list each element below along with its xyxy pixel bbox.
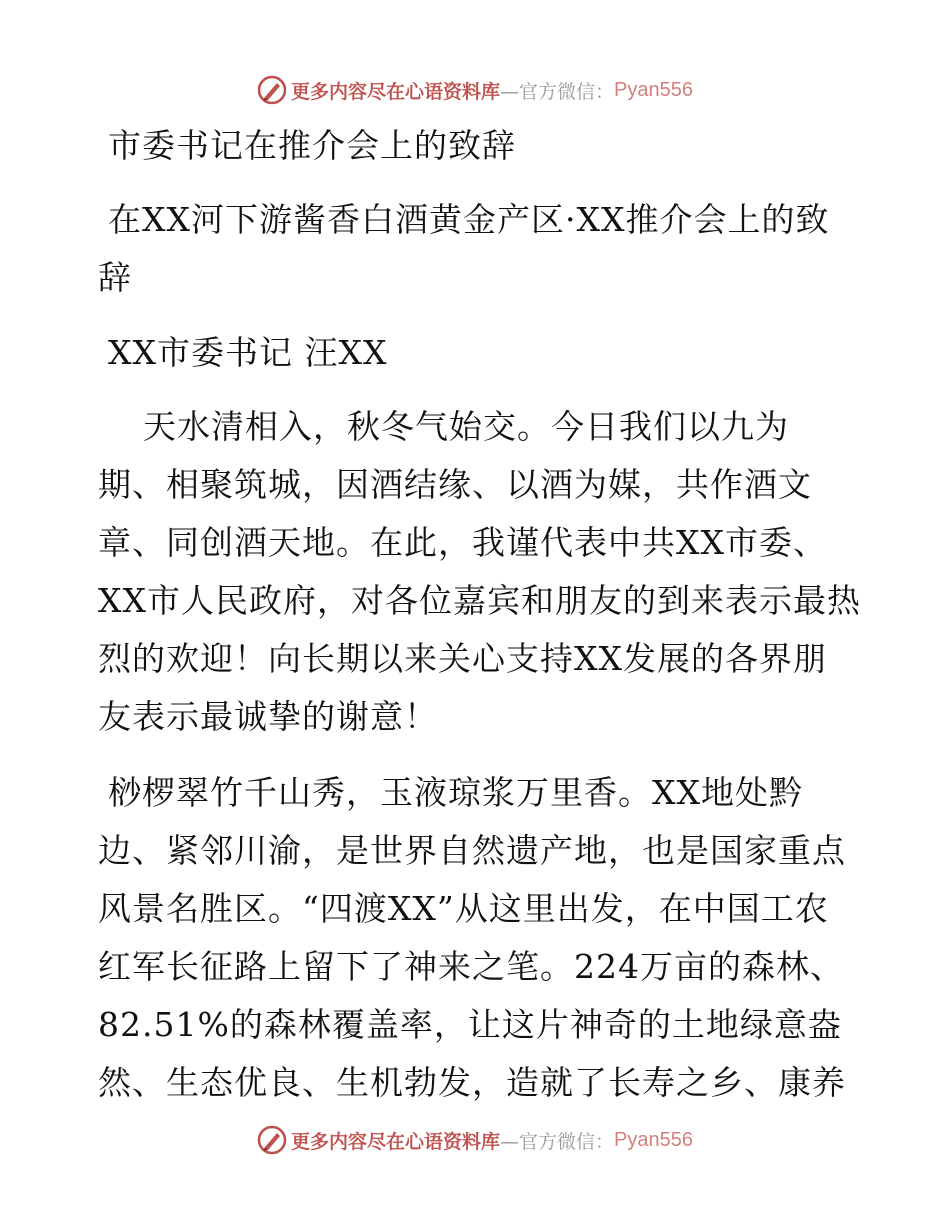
watermark-sub-text: —官方微信： [500,80,615,103]
paragraph1-line-3: 章、同创酒天地。在此，我谨代表中共XX市委、 [98,523,827,562]
paragraph1-line-4: XX市人民政府，对各位嘉宾和朋友的到来表示最热 [98,581,861,620]
footer-watermark [0,1120,950,1160]
paragraph1-line-5: 烈的欢迎！向长期以来关心支持XX发展的各界朋 [98,639,827,678]
watermark-main-text: 更多内容尽在心语资料库 [291,80,501,103]
header-watermark [0,70,950,110]
paragraph2-line-3: 风景名胜区。“四渡XX”从这里出发，在中国工农 [98,889,829,928]
subtitle-line-1: 在XX河下游酱香白酒黄金产区·XX推介会上的致 [108,200,830,239]
paragraph1-line-6: 友表示最诚挚的谢意！ [98,697,438,736]
paragraph2-line-4: 红军长征路上留下了神来之笔。224万亩的森林、 [98,947,844,986]
watermark-main-text: 更多内容尽在心语资料库 [291,1130,501,1153]
watermark-wechat-id: Pyan556 [614,1128,693,1151]
pen-logo-icon [257,1125,287,1155]
author-line: XX市委书记 汪XX [108,333,388,372]
paragraph1-line-1: 天水清相入，秋冬气始交。今日我们以九为 [143,407,789,446]
paragraph2-line-6: 然、生态优良、生机勃发，造就了长寿之乡、康养 [98,1063,846,1102]
document-title: 市委书记在推介会上的致辞 [108,126,516,165]
paragraph1-line-2: 期、相聚筑城，因酒结缘、以酒为媒，共作酒文 [98,465,812,504]
paragraph2-line-1: 桫椤翠竹千山秀，玉液琼浆万里香。XX地处黔 [108,773,803,812]
watermark-wechat-id: Pyan556 [614,78,693,101]
watermark-sub-text: —官方微信： [500,1130,615,1153]
subtitle-line-2: 辞 [98,258,132,297]
pen-logo-icon [257,75,287,105]
paragraph2-line-5: 82.51%的森林覆盖率，让这片神奇的土地绿意盎 [98,1005,842,1044]
paragraph2-line-2: 边、紧邻川渝，是世界自然遗产地，也是国家重点 [98,831,846,870]
